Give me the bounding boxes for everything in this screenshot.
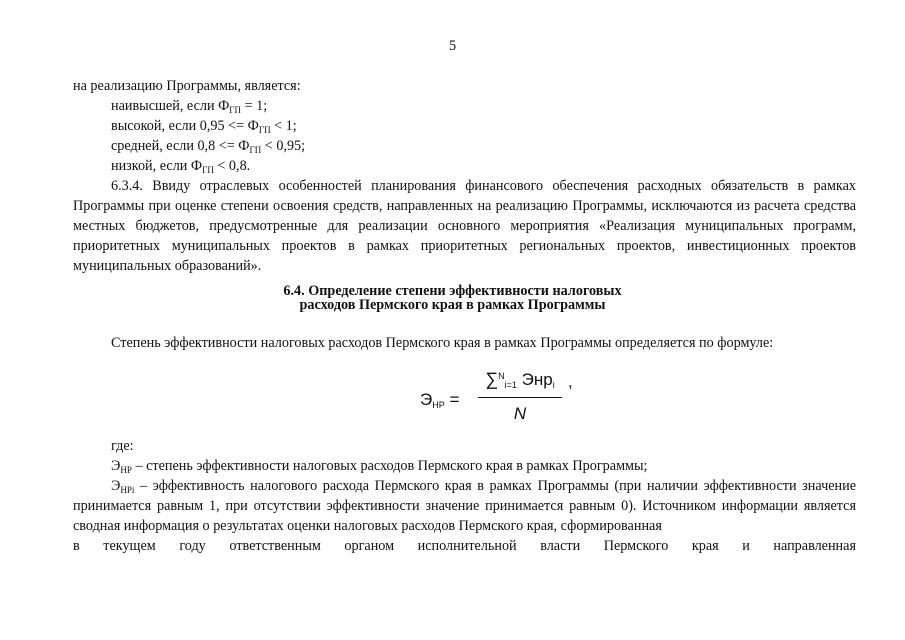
- section-heading: [0, 284, 905, 312]
- definition-enr: $Э_{НР}$ – степень эффективности налоговых расходов Пермского края в рамках Программы;: [111, 458, 648, 475]
- formula-comma: ,: [568, 372, 573, 391]
- formula-numerator: ∑$^N_{i=1}$ Энр$_i$: [485, 369, 555, 390]
- definitions-block: [73, 436, 856, 556]
- where-label: где:: [111, 438, 134, 454]
- criteria-block: [73, 76, 856, 276]
- formula-denominator: N: [513, 404, 527, 423]
- criterion-medium: средней, если $0,8 <= Ф_{ГП} < 0,95$;: [111, 138, 306, 155]
- formula-intro: Степень эффективности налоговых расходов Пермского края в рамках Программы определяется по формуле:: [111, 335, 774, 351]
- formula-fraction: [478, 364, 562, 426]
- formula-lhs: $Э_{НР}$ =: [420, 390, 460, 410]
- criterion-low: низкой, если $Ф_{ГП} < 0,8$.: [111, 158, 251, 175]
- page-number: 5: [448, 38, 457, 54]
- criterion-high: высокой, если $0,95 <= Ф_{ГП} < 1$;: [111, 118, 297, 135]
- heading-line-2: расходов Пермского края в рамках Программы: [299, 297, 606, 313]
- criterion-highest: наивысшей, если $Ф_{ГП} = 1$;: [111, 98, 268, 115]
- definition-enri: $Э_{НРi}$ – эффективность налогового расхода Пермского края в рамках Программы (при наличии эффективности значение принимается равным 1, при отсутствии эффективности значение принимается равным 0). Источником информации является сводная информация о результатах оценки налоговых расходов Пермского края, сформированная: [73, 478, 856, 534]
- last-line: в текущем году ответственным органом исполнительной власти Пермского края и направленная: [73, 538, 856, 554]
- heading-line-1: 6.4. Определение степени эффективности налоговых: [283, 283, 622, 299]
- fraction-bar: [478, 397, 562, 398]
- efficiency-formula: [420, 364, 580, 426]
- paragraph-6-3-4: 6.3.4. Ввиду отраслевых особенностей планирования финансового обеспечения расходных обязательств в рамках Программы при оценке степени освоения средств, направленных на реализацию Программы, исключаются из расчета средства местных бюджетов, предусмотренные для реализации основного мероприятия «Реализация муниципальных программ, приоритетных муниципальных проектов в рамках приоритетных региональных проектов, инвестиционных проектов муниципальных образований».: [73, 178, 856, 274]
- intro-line: на реализацию Программы, является:: [73, 78, 301, 94]
